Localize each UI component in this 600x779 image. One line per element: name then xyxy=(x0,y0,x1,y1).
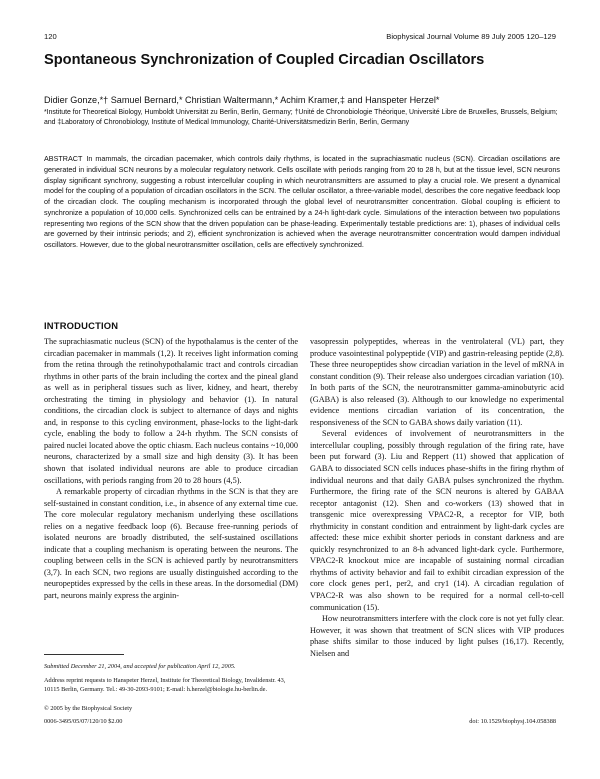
page-footer xyxy=(44,718,556,730)
affiliations: *Institute for Theoretical Biology, Humboldt Universität zu Berlin, Berlin, Germany; †Unité de Chronobiologie Théorique, Université Libre de Bruxelles, Brussels, Belgium; and ‡Laboratory of Chronobiology, Institute of Medical Immunology, Charité-Universitätsmedizin Berlin, Berlin, Germany xyxy=(44,109,558,126)
issn-line: 0006-3495/05/07/120/10 $2.00 xyxy=(44,718,123,725)
article-title: Spontaneous Synchronization of Coupled Circadian Oscillators xyxy=(44,52,485,68)
abstract-label: ABSTRACT xyxy=(44,154,83,163)
abstract xyxy=(44,154,560,251)
doi-link[interactable]: doi: 10.1529/biophysj.104.058388 xyxy=(469,718,556,725)
paragraph: Several evidences of involvement of neurotransmitters in the intercellular coupling, possibly through regulation of the firing rate, have been put forward (3). Liu and Reppert (11) showed that application of GABA to dissociated SCN cells induces phase-shifts in the firing rhythm of individual neurons and that daily GABA pulses synchronized the rhythm. Furthermore, the firing rate of the SCN neurons is altered by GABAA receptor antagonist (12). Shen and co-workers (13) showed that in transgenic mice overexpressing VPAC2-R, a receptor for VIP, both rhythmicity in constant condition and entrainment by light-dark cycles are affected: these mice exhibit shorter periods in constant darkness and are quickly resynchronized to an 8-h advanced light-dark cycle. Furthermore, VPAC2-R knockout mice are incapable of sustaining normal circadian rhythms of activity behavior and fail to exhibit circadian expression of the core clock genes per1, per2, and cry1 (14). A circadian regulation of VPAC2-R was also shown to be required for a normal cell-to-cell communication (15). xyxy=(310,429,564,612)
footnote-copyright: © 2005 by the Biophysical Society xyxy=(44,705,133,712)
abstract-text: In mammals, the circadian pacemaker, which controls daily rhythms, is located in the suprachiasmatic nucleus (SCN). Circadian oscillations are generated in individual SCN neurons by a molecular regulatory network. Cells oscillate with periods ranging from 20 to 28 h, but at the tissue level, SCN neurons display significant synchrony, suggesting a robust intercellular coupling in which neurotransmitters are assumed to play a crucial role. We present a dynamical model for the coupling of a population of circadian oscillators in the SCN. The cellular oscillator, a three-variable model, describes the core negative feedback loop of the circadian clock. The coupling mechanism is incorporated through the global level of neurotransmitter concentration. Global coupling is efficient to synchronize a population of 10,000 cells. Synchronized cells can be entrained by a 24-h light-dark cycle. Simulations of the interaction between two populations representing two regions of the SCN show that the driven population can be phase-leading. Experimentally testable predictions are: 1), phases of individual cells are governed by their intrinsic periods; and 2), efficient synchronization is achieved when the average neurotransmitter concentration would dampen individual oscillators. However, due to the global neurotransmitter oscillation, cells are effectively synchronized. xyxy=(44,154,560,249)
footnote-reprint-requests: Address reprint requests to Hanspeter Herzel, Institute for Theoretical Biology, Invalidenstr. 43, 10115 Berlin, Germany. Tel.: 49-30-2093-9101; E-mail: h.herzel@biologie.hu-berlin.de. xyxy=(44,677,286,693)
paragraph: How neurotransmitters interfere with the clock core is not yet fully clear. However, it was shown that treatment of SCN slices with VIP produces phase shifts similar to those induced by light pulses (16,17). Recently, Nielsen and xyxy=(310,614,564,658)
footnote-submitted: Submitted December 21, 2004, and accepted for publication April 12, 2005. xyxy=(44,663,236,670)
author-list: Didier Gonze,*† Samuel Bernard,* Christian Waltermann,* Achim Kramer,‡ and Hanspeter Herzel* xyxy=(44,95,440,105)
body-column-left xyxy=(44,336,298,602)
paragraph: vasopressin polypeptides, whereas in the ventrolateral (VL) part, they produce vasointestinal polypeptide (VIP) and gastrin-releasing peptide (2,8). These three neuropeptides show circadian variation in the level of mRNA in constant condition (9). Their release also undergoes circadian variation (10). In both parts of the SCN, the neurotransmitter gamma-aminobutyric acid (GABA) is also released (3). Although to our knowledge no experimental evidence mentions circadian variation of its concentration, the responsiveness of the SCN to GABA shows daily variation (11). xyxy=(310,337,564,427)
paragraph: The suprachiasmatic nucleus (SCN) of the hypothalamus is the center of the circadian pacemaker in mammals (1,2). It receives light information coming from the retina through the retinohypothalamic tract and controls circadian rhythms in other parts of the brain including the cortex and the pineal gland as well as in peripheral tissues such as liver, kidney, and heart, thereby orchestrating the timing in physiology and behavior (1). In natural conditions, the circadian clock is subject to alternance of days and nights and, in response to this cycling environment, phase-locks to the light-dark cycle, enabling the body to follow a 24-h rhythm. The SCN consists of paired nuclei located above the optic chiasm. Each nucleus contains ~10,000 neurons, characterized by a small size and high density (3). It has been shown that isolated individual neurons are able to produce circadian oscillations, with periods ranging from 20 to 28 hours (4,5). xyxy=(44,337,298,485)
journal-citation: Biophysical Journal Volume 89 July 2005 120–129 xyxy=(386,32,556,41)
paragraph: A remarkable property of circadian rhythms in the SCN is that they are self-sustained in constant condition, i.e., in absence of any external time cue. The core molecular regulatory mechanism underlying these oscillations relies on a negative feedback loop (6). Because free-running periods of isolated neurons are broadly distributed, the self-sustained oscillations indicate that a coupling mechanism is operating between the neurons. The coupling between cells in the SCN is achieved partly by neurotransmitters (3,7). In each SCN, two regions are usually distinguished according to the neuropeptides expressed by the cells in these areas. In the dorsomedial (DM) part, neurons mainly express the arginin- xyxy=(44,487,298,601)
body-column-right xyxy=(310,336,564,659)
page-number: 120 xyxy=(44,32,57,41)
footnote-divider xyxy=(44,654,124,655)
section-heading-introduction: INTRODUCTION xyxy=(44,320,119,331)
running-header xyxy=(44,32,556,44)
